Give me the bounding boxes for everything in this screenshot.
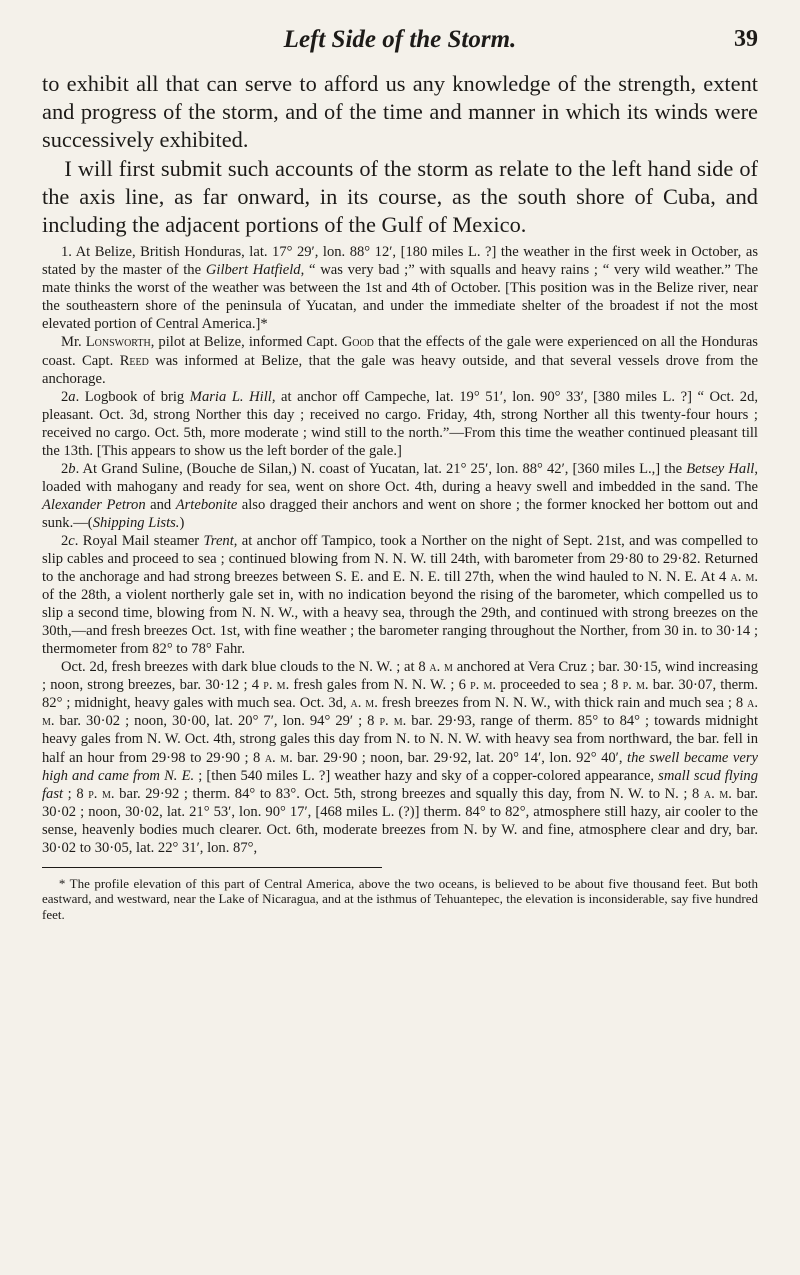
person-name: Good: [341, 334, 374, 351]
storm-accounts: [42, 243, 758, 857]
footnote-rule: [42, 867, 382, 868]
intro-text: [42, 70, 758, 239]
source-citation: Shipping Lists.: [92, 514, 180, 531]
ship-name: Alexander Petron: [42, 496, 146, 513]
entry-belize: 1. At Belize, British Honduras, lat. 17° 29′, lon. 88° 12′, [180 miles L. ?] the weather in the first week in October, as stated by the master of the Gilbert Hatfield, “ was very bad ;” with squalls and heavy rains ; “ very wild weather.” The mate thinks the worst of the weather was between the 1st and 4th of October. [This position was in the Belize river, near the southeastern shore of the peninsula of Yucatan, and under the immediate shelter of the broadest if not the most elevated portion of Central America.]*: [42, 244, 758, 333]
running-head: [42, 22, 758, 62]
ship-name: Maria L. Hill: [189, 388, 272, 405]
footnote: * The profile elevation of this part of Central America, above the two oceans, is believed to be about five thousand feet. But both eastward, and westward, near the Lake of Nicaragua, and at the isthmus of Tehuantepec, the elevation is inconsiderable, say five hundred feet.: [42, 875, 758, 922]
entry-campeche: 2a. Logbook of brig Maria L. Hill, at anchor off Campeche, lat. 19° 51′, lon. 90° 33′, [380 miles L. ?] “ Oct. 2d, pleasant. Oct. 3d, strong Norther this day ; received no cargo. Friday, 4th, strong Norther all this twenty-four hours ; received no cargo. Oct. 5th, more moderate ; wind still to the north.”—From this time the weather continued pleasant till the 13th. [This appears to show us the left border of the gale.]: [42, 388, 759, 459]
person-name: Reed: [119, 352, 149, 369]
ship-name: Betsey Hall: [686, 460, 755, 477]
entry-grand-suline: 2b. At Grand Suline, (Bouche de Silan,) N. coast of Yucatan, lat. 21° 25′, lon. 88° 42′, [360 miles L.,] the Betsey Hall, loaded with mahogany and ready for sea, went on shore Oct. 4th, during a heavy swell and imbedded in the sand. The Alexander Petron and Artebonite also dragged their anchors and went on shore ; the former knocked her bottom out and sunk.—(Shipping Lists.): [42, 460, 759, 531]
ship-name: Artebonite: [175, 496, 238, 513]
entry-belize-pilot: Mr. Lonsworth, pilot at Belize, informed Capt. Good that the effects of the gale were experienced on all the Honduras coast. Capt. Reed was informed at Belize, that the gale was heavy outside, and that several vessels drove from the anchorage.: [42, 334, 758, 387]
intro-paragraph: I will first submit such accounts of the storm as relate to the left hand side of the axis line, as far onward, in its course, as the south shore of Cuba, and including the adjacent portions of the Gulf of Mexico.: [42, 155, 758, 238]
entry-trent-continued: Oct. 2d, fresh breezes with dark blue clouds to the N. W. ; at 8 a. m anchored at Vera Cruz ; bar. 30·15, wind increasing ; noon, strong breezes, bar. 30·12 ; 4 p. m. fresh gales from N. N. W. ; 6 p. m. proceeded to sea ; 8 p. m. bar. 30·07, therm. 82° ; midnight, heavy gales with much sea. Oct. 3d, a. m. fresh breezes from N. N. W., with thick rain and much sea ; 8 a. m. bar. 30·02 ; noon, 30·00, lat. 20° 7′, lon. 94° 29′ ; 8 p. m. bar. 29·93, range of therm. 85° to 84° ; towards midnight heavy gales from N. W. Oct. 4th, strong gales this day from N. to N. N. W. with heavy sea from northward, the bar. fell in half an hour from 29·98 to 29·90 ; 8 a. m. bar. 29·90 ; noon, bar. 29·92, lat. 20° 14′, lon. 92° 40′, the swell became very high and came from N. E. ; [then 540 miles L. ?] weather hazy and sky of a copper-colored appearance, small scud flying fast ; 8 p. m. bar. 29·92 ; therm. 84° to 83°. Oct. 5th, strong breezes and squally this day, from N. W. to N. ; 8 a. m. bar. 30·02 ; noon, 30·02, lat. 21° 53′, lon. 90° 17′, [468 miles L. (?)] therm. 84° to 82°, atmosphere still hazy, air cooler to the sense, heavenly bodies much clearer. Oct. 6th, moderate breezes from N. by W. and fine, atmosphere clear and dry, bar. 30·02 to 30·05, lat. 22° 31′, lon. 87°,: [42, 659, 759, 856]
ship-name: Trent: [203, 532, 234, 549]
entry-trent: 2c. Royal Mail steamer Trent, at anchor off Tampico, took a Norther on the night of Sept. 21st, and was compelled to slip cables and proceed to sea ; continued blowing from N. N. W. till 24th, with barometer from 29·80 to 29·82. Returned to the anchorage and had strong breezes between S. E. and E. N. E. till 27th, when the wind hauled to N. N. E. At 4 a. m. of the 28th, a violent northerly gale set in, with no indication beyond the rising of the barometer, which compelled us to slip a second time, blowing from N. N. W., with a heavy sea, through the 29th, and continued with strong breezes on the 30th,—and fresh breezes Oct. 1st, with fine weather ; the barometer ranging throughout the Norther, from 30 in. to 30·14 ; thermometer from 82° to 78° Fahr.: [42, 532, 758, 658]
intro-paragraph: to exhibit all that can serve to afford us any knowledge of the strength, extent and progress of the storm, and of the time and manner in which its winds were successively exhibited.: [42, 71, 758, 153]
running-title: Left Side of the Storm.: [283, 26, 517, 53]
person-name: Lonsworth: [85, 334, 151, 351]
page-number: 39: [734, 26, 758, 52]
ship-name: Gilbert Hatfield: [205, 262, 301, 279]
